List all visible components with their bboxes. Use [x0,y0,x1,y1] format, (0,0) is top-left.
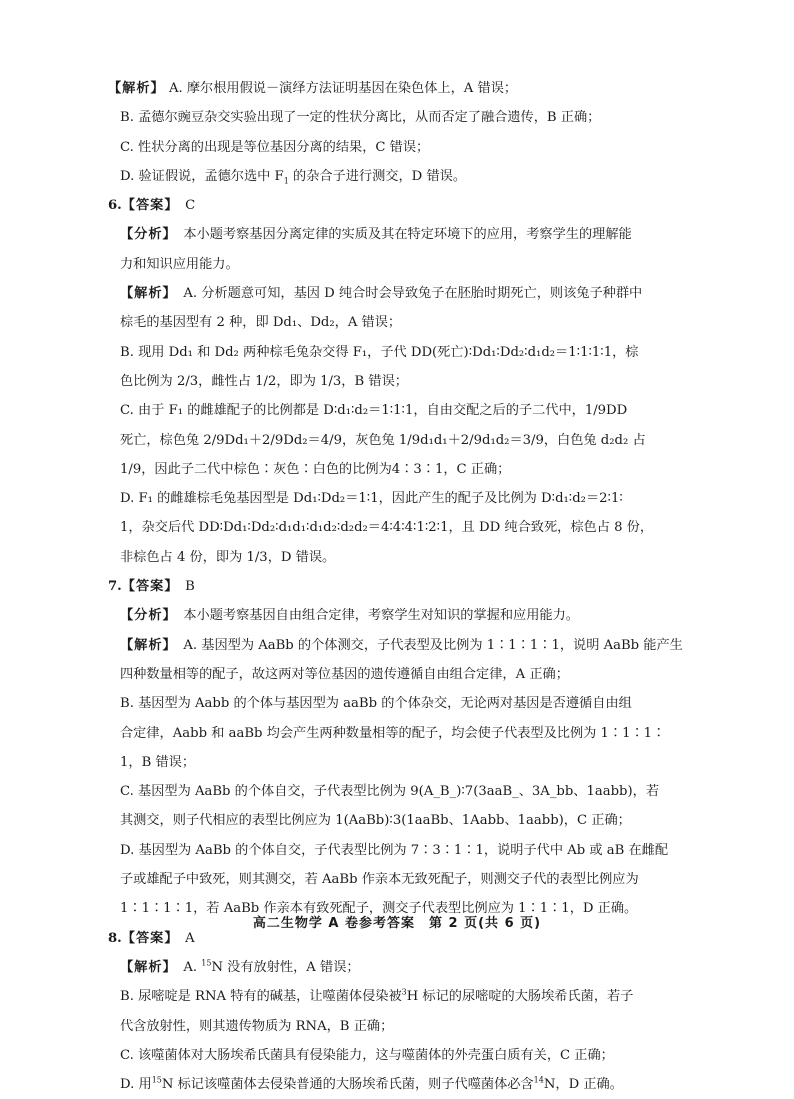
q5-option-d [108,162,728,191]
explain-tag: 【解析】 [120,286,171,302]
q7-answer [108,572,728,601]
superscript: 15 [201,958,212,968]
q7-option-d: D. 基因型为 AaBb 的个体自交，子代表型比例为 7∶3∶1∶1，说明子代中 Ab 或 aB 在雌配 [120,842,669,858]
q8-option-a-2: N 没有放射性，A 错误； [211,959,360,975]
q6-option-d-3: 非棕色占 4 份，即为 1/3，D 错误。 [120,549,336,565]
superscript: 3 [401,987,407,997]
q7-option-a-2: 四种数量相等的配子，故这两对等位基因的遗传遵循自由组合定律，A 正确； [120,666,569,682]
q6-option-c: C. 由于 F₁ 的雌雄配子的比例都是 D∶d₁∶d₂＝1∶1∶1，自由交配之后的子二代中，1/9DD [120,403,628,419]
q8-option-d [108,1070,728,1099]
q7-option-b-2: 合定律，Aabb 和 aaBb 均会产生两种数量相等的配子，均会使子代表型及比例为 1∶1∶1∶ [120,725,666,741]
q5-option-b: B. 孟德尔豌豆杂交实验出现了一定的性状分离比，从而否定了融合遗传，B 正确； [120,110,601,126]
q5-option-d-text-2: 的杂合子进行测交，D 错误。 [288,168,467,184]
q5-option-d-text: D. 验证假说，孟德尔选中 F [120,168,284,184]
q5-option-c: C. 性状分离的出现是等位基因分离的结果，C 错误； [120,139,430,155]
q7-number: 7. [108,579,122,595]
subscript: 1 [283,176,289,186]
page-content [108,74,728,1099]
q8-option-d-text-3: N，D 正确。 [543,1077,623,1093]
page-footer: 高二生物学 A 卷参考答案 第 2 页(共 6 页) [252,916,542,931]
q8-option-b [108,982,728,1011]
q7-explain-a [108,631,728,660]
q7-analysis-text: 本小题考察基因自由组合定律，考察学生对知识的掌握和应用能力。 [183,608,579,624]
q6-option-b: B. 现用 Dd₁ 和 Dd₂ 两种棕毛兔杂交得 F₁，子代 DD(死亡)∶Dd₁∶Dd₂∶d₁d₂＝1∶1∶1∶1，棕 [120,344,639,360]
q6-option-a-2: 棕毛的基因型有 2 种，即 Dd₁、Dd₂，A 错误； [120,315,402,331]
q7-option-b-3: 1，B 错误； [120,754,196,770]
q6-analysis-2: 力和知识应用能力。 [120,256,239,272]
answer-tag: 【答案】 [121,930,172,946]
answer-tag: 【答案】 [121,198,172,214]
q7-analysis [108,601,728,630]
q8-option-a: A. [183,959,202,975]
explain-tag: 【解析】 [120,637,171,653]
q7-option-d-3: 1∶1∶1∶1，若 AaBb 作亲本有致死配子，测交子代表型比例应为 1∶1∶1，D 正确。 [120,901,638,917]
analysis-tag: 【解析】 [108,81,165,96]
q7-option-c: C. 基因型为 AaBb 的个体自交，子代表型比例为 9(A_B_)∶7(3aaB_、3A_bb、1aabb)，若 [120,784,660,800]
q6-option-b-2: 色比例为 2/3，雌性占 1/2，即为 1/3，B 错误； [120,373,408,389]
q6-option-d-2: 1，杂交后代 DD∶Dd₁∶Dd₂∶d₁d₁∶d₁d₂∶d₂d₂＝4∶4∶4∶1∶2∶1，且 DD 纯合致死，棕色占 8 份， [120,520,654,536]
superscript: 14 [533,1075,544,1085]
q7-option-d-2: 子或雄配子中致死，则其测交，若 AaBb 作亲本无致死配子，则测交子代的表型比例应为 [120,872,639,888]
q6-number: 6. [108,198,122,214]
q8-number: 8. [108,930,122,946]
q7-option-c-2: 其测交，则子代相应的表型比例应为 1(AaBb)∶3(1aaBb、1Aabb、1aabb)，C 正确； [120,813,631,829]
q8-answer-value: A [185,930,195,946]
q6-answer-value: C [185,198,196,214]
q8-option-b-2: 代含放射性，则其遗传物质为 RNA，B 正确； [120,1018,394,1034]
q6-explain-a [108,279,728,308]
q5-analysis-a [108,74,728,103]
q6-analysis [108,220,728,249]
q6-option-a: A. 分析题意可知，基因 D 纯合时会导致兔子在胚胎时期死亡，则该兔子种群中 [183,286,643,302]
q6-option-d: D. F₁ 的雌雄棕毛兔基因型是 Dd₁∶Dd₂＝1∶1，因此产生的配子及比例为 D∶d₁∶d₂＝2∶1∶ [120,491,623,507]
q7-option-b: B. 基因型为 Aabb 的个体与基因型为 aaBb 的个体杂交，无论两对基因是否遵循自由组 [120,696,632,712]
q7-answer-value: B [185,579,195,595]
q8-option-c: C. 该噬菌体对大肠埃希氏菌具有侵染能力，这与噬菌体的外壳蛋白质有关，C 正确； [120,1047,614,1063]
q6-option-c-3: 1/9，因此子二代中棕色∶灰色∶白色的比例为4∶3∶1，C 正确； [120,461,511,477]
explain-tag: 【解析】 [120,959,171,975]
analysis-tag: 【分析】 [120,608,171,624]
q8-option-d-text: D. 用 [120,1077,152,1093]
q8-option-b-text: B. 尿嘧啶是 RNA 特有的碱基，让噬菌体侵染被 [120,989,402,1005]
analysis-tag: 【分析】 [120,227,171,243]
superscript: 15 [151,1075,162,1085]
q7-option-a: A. 基因型为 AaBb 的个体测交，子代表型及比例为 1∶1∶1∶1，说明 AaBb 能产生 [183,637,683,653]
q5-option-a: A. 摩尔根用假说－演绎方法证明基因在染色体上，A 错误； [168,81,518,96]
q8-option-d-text-2: N 标记该噬菌体去侵染普通的大肠埃希氏菌，则子代噬菌体必含 [161,1077,534,1093]
q8-option-b-text-2: H 标记的尿嘧啶的大肠埃希氏菌，若子 [406,989,634,1005]
q6-option-c-2: 死亡，棕色兔 2/9Dd₁＋2/9Dd₂＝4/9，灰色兔 1/9d₁d₁＋2/9d₁d₂＝3/9，白色兔 d₂d₂ 占 [120,432,646,448]
q6-analysis-text: 本小题考察基因分离定律的实质及其在特定环境下的应用，考察学生的理解能 [183,227,632,243]
answer-tag: 【答案】 [121,579,172,595]
q6-answer [108,191,728,220]
